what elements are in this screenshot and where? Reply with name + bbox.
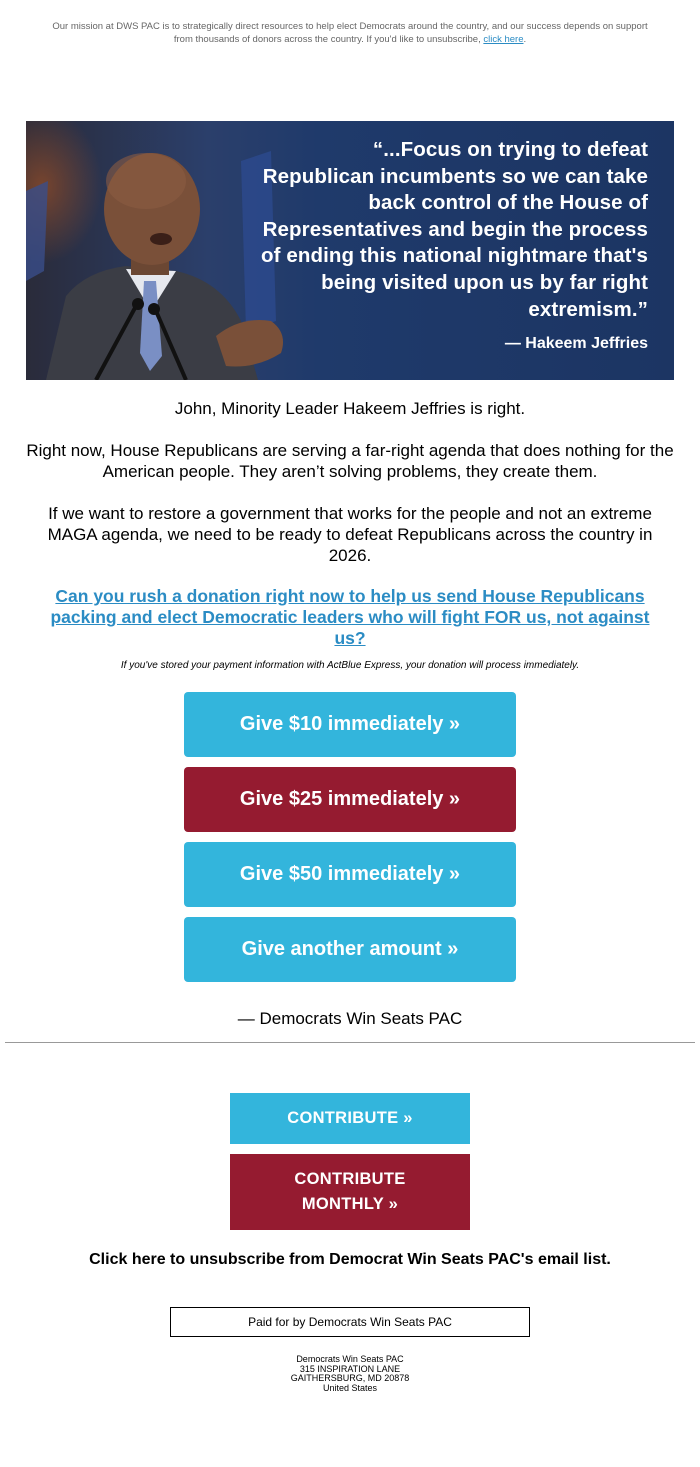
paid-for-text: Paid for by Democrats Win Seats PAC — [248, 1315, 452, 1329]
hero-attribution: — Hakeem Jeffries — [504, 335, 648, 352]
give-50-button[interactable]: Give $50 immediately » — [184, 842, 516, 907]
agenda-paragraph: Right now, House Republicans are serving a far-right agenda that does nothing for the American people. They aren’t solving problems, they create them. — [26, 441, 674, 481]
contribute-button[interactable]: CONTRIBUTE » — [230, 1093, 470, 1144]
preheader-text: Our mission at DWS PAC is to strategically direct resources to help elect Democrats around the country, and our success depends on support from thousands of donors across the country. If you'd like to unsubscribe, — [52, 21, 648, 45]
actblue-express-note: If you've stored your payment information with ActBlue Express, your donation will process immediately. — [120, 660, 580, 671]
preheader-unsubscribe-link[interactable]: click here — [483, 34, 524, 45]
give-other-amount-button[interactable]: Give another amount » — [184, 917, 516, 982]
paid-for-box — [170, 1307, 530, 1337]
address-line-2: 315 INSPIRATION LANE — [299, 1363, 401, 1374]
contribute-monthly-button[interactable]: CONTRIBUTE MONTHLY » — [230, 1154, 470, 1230]
give-25-button[interactable]: Give $25 immediately » — [184, 767, 516, 832]
unsubscribe-link[interactable]: Click here to unsubscribe from Democrat Win Seats PAC's email list. — [89, 1251, 611, 1268]
signoff: — Democrats Win Seats PAC — [237, 1009, 463, 1028]
address-line-4: United States — [322, 1382, 378, 1393]
intro-paragraph: John, Minority Leader Hakeem Jeffries is right. — [174, 399, 526, 418]
preheader-period: . — [523, 34, 527, 45]
address-line-1: Democrats Win Seats PAC — [296, 1354, 404, 1364]
donation-ask-link[interactable]: Can you rush a donation right now to help us send House Republicans packing and elect Democratic leaders who will fight FOR us, not against us? — [50, 586, 650, 648]
hero-quote: “...Focus on trying to defeat Republican incumbents so we can take back control of the House of Representatives and begin the process of ending this national nightmare that's being visited upon us by far right extremism.” — [261, 138, 648, 321]
hero-banner[interactable] — [26, 121, 674, 380]
address-line-3: GAITHERSBURG, MD 20878 — [290, 1373, 410, 1383]
restore-paragraph: If we want to restore a government that works for the people and not an extreme MAGA agenda, we need to be ready to defeat Republicans across the country in 2026. — [47, 504, 653, 565]
give-10-button[interactable]: Give $10 immediately » — [184, 692, 516, 757]
divider — [5, 1042, 695, 1043]
mailing-address — [200, 1355, 500, 1393]
preheader — [50, 20, 650, 46]
